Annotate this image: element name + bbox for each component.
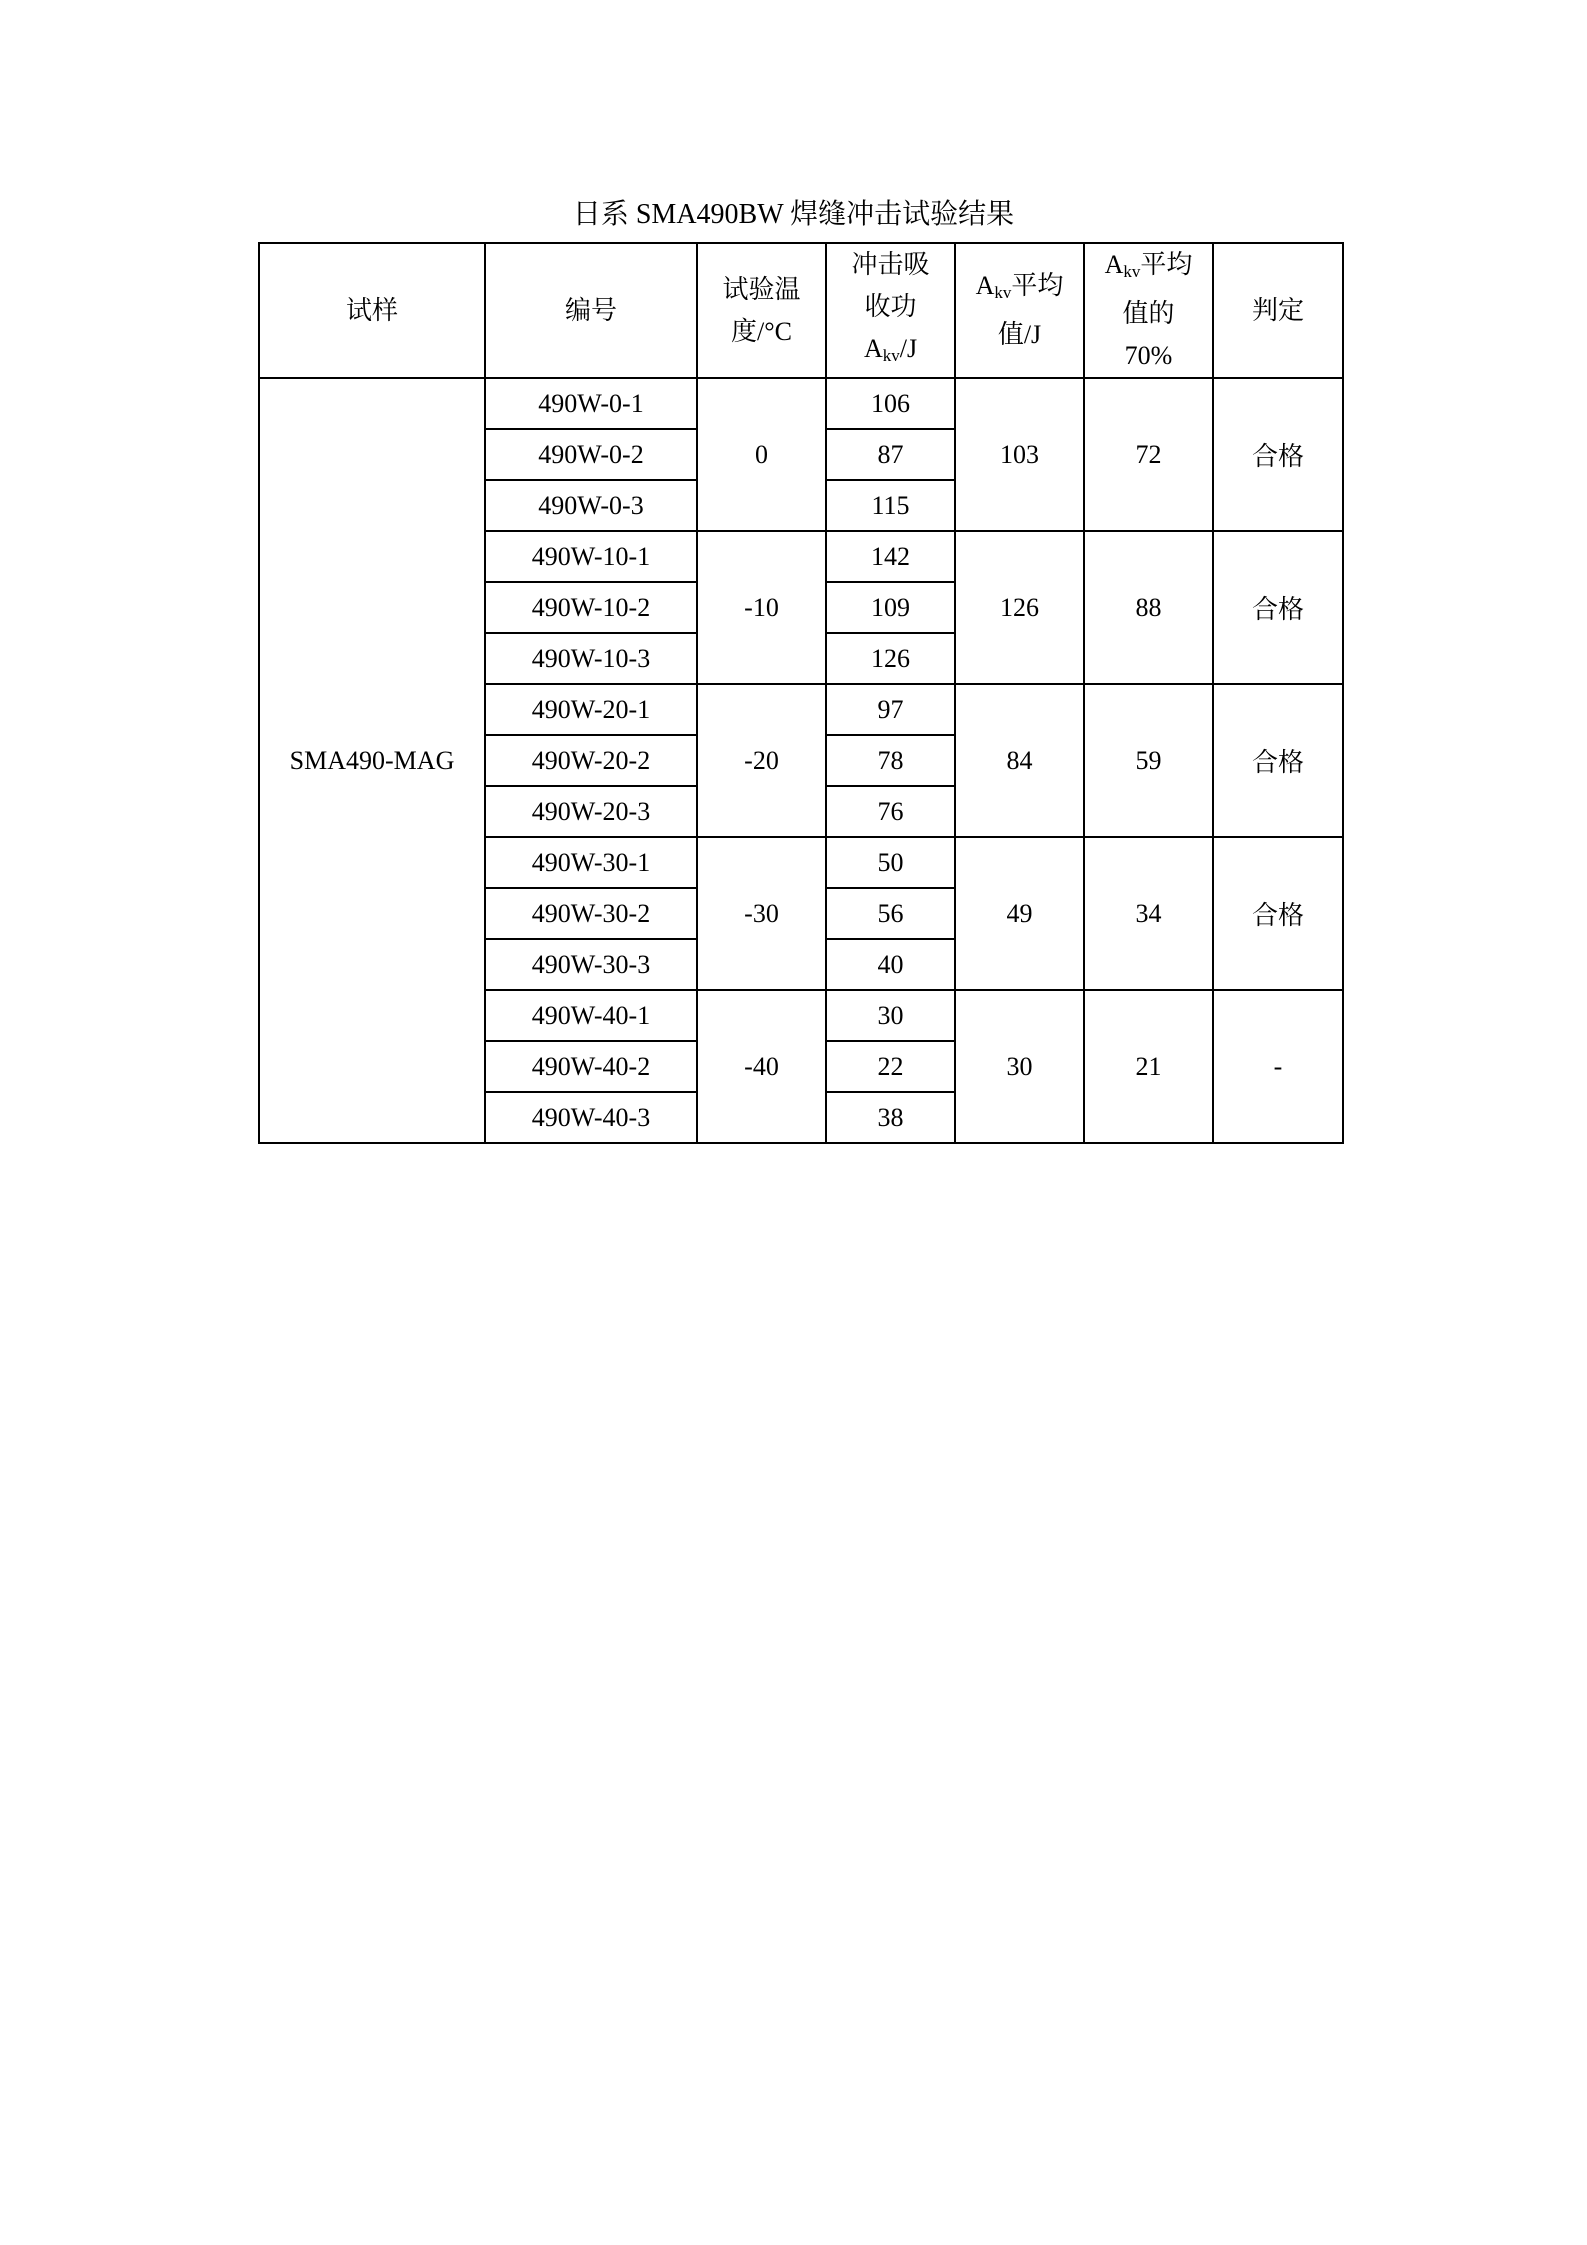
average-cell: 84 [955,684,1084,837]
sample-id: 490W-40-1 [485,990,697,1041]
energy-value: 76 [826,786,955,837]
sample-id: 490W-30-3 [485,939,697,990]
header-temperature: 试验温 度/°C [697,243,826,378]
pct70-cell: 72 [1084,378,1213,531]
header-average: $A_{kv}$平均 值/J [955,243,1084,378]
average-cell: 30 [955,990,1084,1143]
verdict-cell: 合格 [1213,531,1343,684]
sample-id: 490W-30-2 [485,888,697,939]
verdict-cell: 合格 [1213,684,1343,837]
energy-value: 106 [826,378,955,429]
header-verdict: 判定 [1213,243,1343,378]
energy-value: 109 [826,582,955,633]
energy-value: 78 [826,735,955,786]
pct70-cell: 88 [1084,531,1213,684]
average-cell: 49 [955,837,1084,990]
table-row [259,378,1343,429]
header-number: 编号 [485,243,697,378]
sample-id: 490W-20-1 [485,684,697,735]
sample-id: 490W-40-2 [485,1041,697,1092]
energy-value: 97 [826,684,955,735]
energy-value: 22 [826,1041,955,1092]
sample-id: 490W-40-3 [485,1092,697,1143]
sample-id: 490W-30-1 [485,837,697,888]
header-specimen: 试样 [259,243,485,378]
energy-value: 30 [826,990,955,1041]
verdict-cell: - [1213,990,1343,1143]
temperature-cell: -30 [697,837,826,990]
energy-value: 115 [826,480,955,531]
sample-id: 490W-0-2 [485,429,697,480]
average-cell: 103 [955,378,1084,531]
header-impact-energy: 冲击吸 收功 $A_{kv}/J$ [826,243,955,378]
pct70-cell: 21 [1084,990,1213,1143]
temperature-cell: -40 [697,990,826,1143]
average-cell: 126 [955,531,1084,684]
sample-id: 490W-10-2 [485,582,697,633]
energy-value: 87 [826,429,955,480]
energy-value: 50 [826,837,955,888]
energy-value: 40 [826,939,955,990]
energy-value: 126 [826,633,955,684]
header-row [259,243,1343,378]
pct70-cell: 59 [1084,684,1213,837]
energy-value: 142 [826,531,955,582]
table-title: 日系 SMA490BW 焊缝冲击试验结果 [572,199,1015,230]
temperature-cell: -20 [697,684,826,837]
temperature-cell: 0 [697,378,826,531]
sample-id: 490W-10-1 [485,531,697,582]
header-70-percent: $A_{kv}$平均 值的 70% [1084,243,1213,378]
sample-id: 490W-20-3 [485,786,697,837]
verdict-cell: 合格 [1213,837,1343,990]
impact-test-table [258,242,1344,1144]
specimen-cell: SMA490-MAG [259,378,485,1143]
energy-value: 38 [826,1092,955,1143]
sample-id: 490W-10-3 [485,633,697,684]
temperature-cell: -10 [697,531,826,684]
sample-id: 490W-0-3 [485,480,697,531]
energy-value: 56 [826,888,955,939]
verdict-cell: 合格 [1213,378,1343,531]
pct70-cell: 34 [1084,837,1213,990]
sample-id: 490W-20-2 [485,735,697,786]
sample-id: 490W-0-1 [485,378,697,429]
